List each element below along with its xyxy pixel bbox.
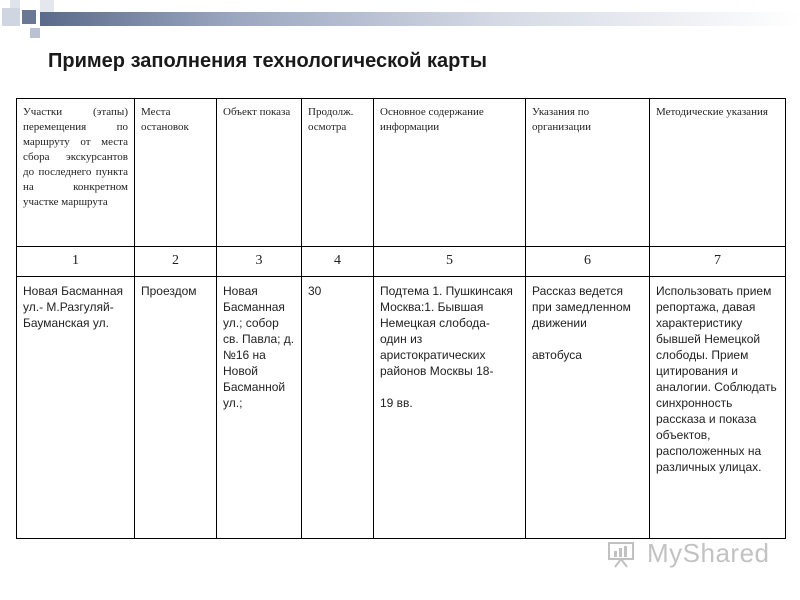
watermark <box>607 538 770 569</box>
main-content-text: Подтема 1. Пушкинсакя Москва:1. Бывшая Немецкая слобода- один из аристократических районов Москвы 18- <box>380 284 513 378</box>
table-row <box>17 277 786 539</box>
column-number: 4 <box>302 247 374 277</box>
header-cell: Участки (этапы) перемещения по маршруту от места сбора экскурсантов до последнего пункта на конкретном участке маршрута <box>17 99 135 247</box>
table-header-row <box>17 99 786 247</box>
header-cell: Продолж. осмотра <box>302 99 374 247</box>
main-content-cell <box>374 277 526 539</box>
watermark-logo-icon <box>607 539 641 569</box>
stops-cell: Проездом <box>135 277 217 539</box>
column-number-row <box>17 247 786 277</box>
organization-notes-text-continued: автобуса <box>532 348 582 362</box>
column-number: 3 <box>217 247 302 277</box>
column-number: 5 <box>374 247 526 277</box>
column-number: 1 <box>17 247 135 277</box>
column-number: 2 <box>135 247 217 277</box>
organization-notes-cell <box>526 277 650 539</box>
methodical-notes-cell: Использовать прием репортажа, давая характеристику бывшей Немецкой слободы. Прием цитирования и аналогии. Соблюдать синхронность рассказа и показа объектов, расположенных на различных улицах. <box>650 277 786 539</box>
duration-cell: 30 <box>302 277 374 539</box>
column-number: 7 <box>650 247 786 277</box>
page-title: Пример заполнения технологической карты <box>48 50 487 72</box>
route-section-cell: Новая Басманная ул.- М.Разгуляй- Бауманская ул. <box>17 277 135 539</box>
header-cell: Основное содержание информации <box>374 99 526 247</box>
header-cell: Объект показа <box>217 99 302 247</box>
technology-map-table <box>16 98 786 539</box>
header-cell: Места остановок <box>135 99 217 247</box>
header-cell: Указания по организации <box>526 99 650 247</box>
main-content-text-continued: 19 вв. <box>380 396 413 410</box>
column-number: 6 <box>526 247 650 277</box>
header-cell: Методические указания <box>650 99 786 247</box>
organization-notes-text: Рассказ ведется при замедленном движении <box>532 284 631 330</box>
header-gradient-bar <box>40 12 800 26</box>
watermark-text: MyShared <box>647 538 770 568</box>
display-object-cell: Новая Басманная ул.; собор св. Павла; д. №16 на Новой Басманной ул.; <box>217 277 302 539</box>
